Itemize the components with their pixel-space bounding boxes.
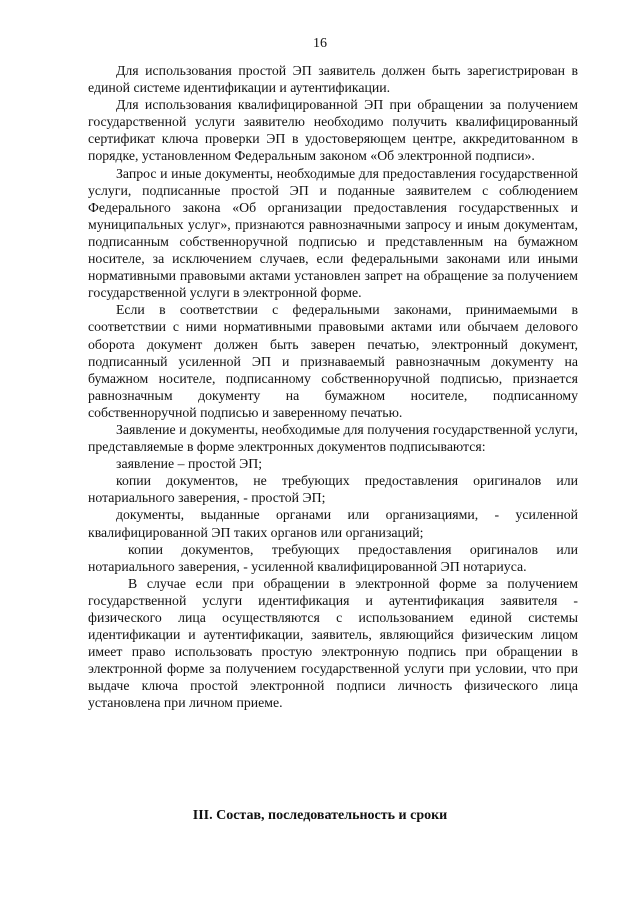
- paragraph-qualified-ep: Для использования квалифицированной ЭП при обращении за получением государственной услуги заявителю необходимо получить квалифицированный сертификат ключа проверки ЭП в удостоверяющем центре, аккредитованном в порядке, установленном Федеральным законом «Об электронной подписи».: [88, 97, 578, 164]
- document-body: [88, 62, 578, 712]
- list-item-issued-documents: документы, выданные органами или организациями, - усиленной квалифицированной ЭП таких органов или организаций;: [88, 507, 578, 540]
- list-item-copies-notary: копии документов, требующих предоставления оригиналов или нотариального заверения, - усиленной квалифицированной ЭП нотариуса.: [88, 541, 578, 574]
- list-item-copies-simple: копии документов, не требующих предоставления оригиналов или нотариального заверения, - простой ЭП;: [88, 473, 578, 506]
- paragraph-request-documents: Запрос и иные документы, необходимые для предоставления государственной услуги, подписанные простой ЭП и поданные заявителем с соблюдением Федерального закона «Об организации предоставления государственных и муниципальных услуг», признаются равнозначными запросу и иным документам, подписанным собственноручной подписью и представленным на бумажном носителе, за исключением случаев, если федеральными законами или иными нормативными правовыми актами установлен запрет на обращение за получением государственной услуги в электронной форме.: [88, 165, 578, 301]
- list-item-application: заявление – простой ЭП;: [116, 456, 263, 472]
- paragraph-signing-rules: Заявление и документы, необходимые для получения государственной услуги, представляемые в форме электронных документов подписываются:: [88, 421, 578, 455]
- page-number: 16: [313, 36, 327, 51]
- paragraph-identification: В случае если при обращении в электронной форме за получением государственной услуги идентификация и аутентификация заявителя - физического лица осуществляются с использованием единой системы идентификации и аутентификации, заявитель, являющийся физическим лицом имеет право использовать простую электронную подпись при обращении в электронной форме за получением государственной услуги при условии, что при выдаче ключа простой электронной подписи личность физического лица установлена при личном приеме.: [88, 575, 578, 711]
- paragraph-simple-ep: Для использования простой ЭП заявитель должен быть зарегистрирован в единой системе идентификации и аутентификации.: [88, 63, 578, 96]
- section-heading: III. Состав, последовательность и сроки: [192, 808, 448, 823]
- paragraph-seal-requirement: Если в соответствии с федеральными законами, принимаемыми в соответствии с ними нормативными правовыми актами или обычаем делового оборота документ должен быть заверен печатью, электронный документ, подписанный усиленной ЭП и признаваемый равнозначным документу на бумажном носителе, подписанному собственноручной подписью, признается равнозначным документу на бумажном носителе, подписанному собственноручной подписью и заверенному печатью.: [88, 302, 578, 420]
